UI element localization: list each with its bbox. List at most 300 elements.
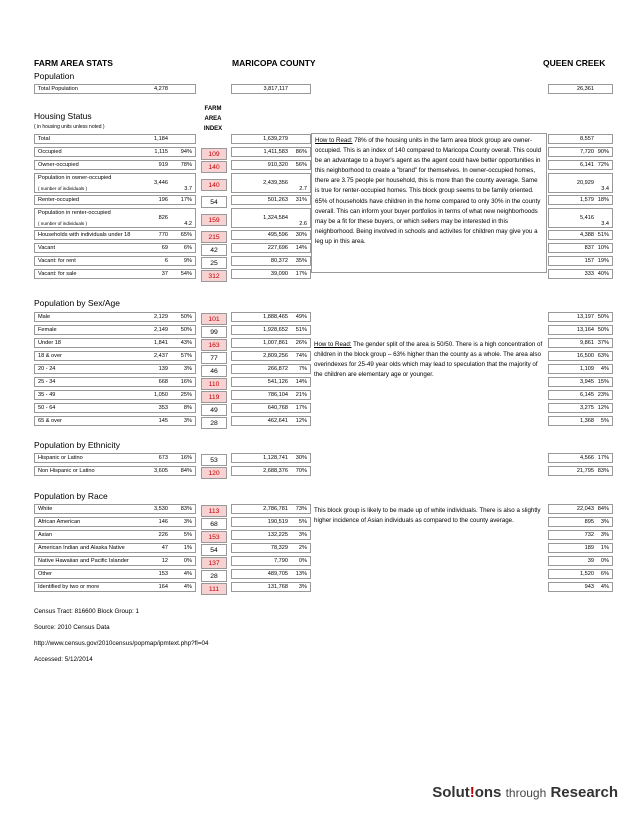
housing-qc-pct: 72% xyxy=(597,162,609,168)
sex-age-index-value: 163 xyxy=(201,339,227,351)
race-county-pct: 5% xyxy=(298,519,307,525)
sex-age-qc-value: 9,861 xyxy=(580,340,594,346)
logo-part-c: ons xyxy=(474,784,502,801)
race-county-row xyxy=(231,517,311,527)
race-farm-row xyxy=(34,530,196,540)
race-county-row xyxy=(231,543,311,553)
race-county-value: 7,790 xyxy=(274,558,288,564)
sex-age-qc-pct: 63% xyxy=(597,353,609,359)
sex-age-county-row xyxy=(231,351,311,361)
race-qc-pct: 3% xyxy=(600,519,609,525)
race-label: Native Hawaiian and Pacific Islander xyxy=(38,558,129,564)
housing-farm-pct: 9% xyxy=(183,258,192,264)
housing-farm-row xyxy=(34,173,196,193)
race-county-pct: 13% xyxy=(295,571,307,577)
ethnicity-farm-value: 673 xyxy=(158,455,168,461)
census-url[interactable]: http://www.census.gov/2010census/popmap/ipmtext.php?fl=04 xyxy=(34,640,209,647)
housing-county-row xyxy=(231,230,311,240)
housing-qc-value: 6,141 xyxy=(580,162,594,168)
ethnicity-county-pct: 30% xyxy=(295,455,307,461)
sex-age-farm-row xyxy=(34,351,196,361)
housing-narrative-text: 78% of the housing units in the farm area block group are owner-occupied. This is an index of 140 compared to Maricopa County overall. This could be an advantage to a buyer's agent as the agent could have better opportunities in this neighborhood to create a "brand" for themselves. In owner-occupied homes, there are 3.75 people per household, this is more than the county average. Same is true for renter-occupied homes. This block group seems to be family oriented. 65% of households have children in the home compared to only 30% in the county overall. This can inform your buyer portfolios in terms of what new neighborhoods may be a fit for these buyers, or which sellers may be interested in this neighborhood. Being involved in schools and activites for children may give you a leg up in this area. xyxy=(315,137,542,245)
housing-index-value: 54 xyxy=(201,196,227,208)
housing-label: Owner-occupied xyxy=(38,162,79,168)
how-to-read-label-2: How to Read: xyxy=(314,341,352,348)
housing-qc-value: 1,579 xyxy=(580,197,594,203)
race-county-pct: 0% xyxy=(298,558,307,564)
housing-index-value: 42 xyxy=(201,244,227,256)
housing-qc-row xyxy=(548,195,613,205)
sex-age-county-pct: 14% xyxy=(295,379,307,385)
race-farm-row xyxy=(34,543,196,553)
sex-age-farm-row xyxy=(34,325,196,335)
sex-age-farm-pct: 8% xyxy=(183,405,192,411)
sex-age-qc-value: 1,109 xyxy=(580,366,594,372)
housing-qc-row xyxy=(548,256,613,266)
sex-age-qc-pct: 15% xyxy=(597,379,609,385)
logo-part-e: Research xyxy=(550,784,618,801)
housing-county-pct: 2.6 xyxy=(299,221,307,227)
race-farm-pct: 0% xyxy=(183,558,192,564)
sex-age-section-title: Population by Sex/Age xyxy=(34,298,121,308)
sex-age-farm-value: 2,437 xyxy=(154,353,168,359)
ethnicity-qc-value: 21,795 xyxy=(576,468,594,474)
housing-qc-pct: 51% xyxy=(597,232,609,238)
housing-county-value: 495,596 xyxy=(267,232,288,238)
queen-creek-title: QUEEN CREEK xyxy=(543,58,606,68)
housing-qc-pct: 90% xyxy=(597,149,609,155)
race-county-value: 78,329 xyxy=(270,545,288,551)
race-index-value: 137 xyxy=(201,557,227,569)
logo-part-a: Solut xyxy=(432,784,470,801)
total-population-label: Total Population xyxy=(38,86,78,92)
housing-qc-value: 4,388 xyxy=(580,232,594,238)
housing-farm-row xyxy=(34,230,196,240)
housing-county-value: 39,090 xyxy=(270,271,288,277)
race-farm-value: 164 xyxy=(158,584,168,590)
race-qc-value: 1,520 xyxy=(580,571,594,577)
race-narrative xyxy=(311,504,547,540)
sex-age-county-pct: 21% xyxy=(295,392,307,398)
housing-label: Vacant: for rent xyxy=(38,258,76,264)
housing-county-pct: 86% xyxy=(295,149,307,155)
sex-age-index-value: 110 xyxy=(201,378,227,390)
housing-farm-pct: 78% xyxy=(180,162,192,168)
sex-age-label: 25 - 34 xyxy=(38,379,56,385)
housing-units-note: ( in housing units unless noted ) xyxy=(34,124,105,130)
housing-index-value: 25 xyxy=(201,257,227,269)
sex-age-index-value: 119 xyxy=(201,391,227,403)
housing-qc-pct: 3.4 xyxy=(601,221,609,227)
housing-county-row xyxy=(231,208,311,228)
sex-age-county-pct: 74% xyxy=(295,353,307,359)
sex-age-qc-row xyxy=(548,416,613,426)
sex-age-index-value: 77 xyxy=(201,352,227,364)
sex-age-label: 18 & over xyxy=(38,353,62,359)
sex-age-qc-row xyxy=(548,351,613,361)
housing-county-value: 501,263 xyxy=(267,197,288,203)
sex-age-farm-pct: 50% xyxy=(180,327,192,333)
sex-age-farm-pct: 25% xyxy=(180,392,192,398)
sex-age-county-value: 541,126 xyxy=(267,379,288,385)
housing-label: Population in renter-occupied xyxy=(38,210,111,216)
sex-age-county-row xyxy=(231,325,311,335)
housing-farm-value: 919 xyxy=(158,162,168,168)
sex-age-farm-value: 1,841 xyxy=(154,340,168,346)
ethnicity-farm-row xyxy=(34,453,196,463)
race-qc-row xyxy=(548,582,613,592)
housing-county-pct: 35% xyxy=(295,258,307,264)
housing-index-value: 215 xyxy=(201,231,227,243)
housing-county-row xyxy=(231,195,311,205)
housing-farm-row xyxy=(34,147,196,157)
race-qc-value: 39 xyxy=(587,558,594,564)
race-farm-row xyxy=(34,569,196,579)
housing-farm-value: 826 xyxy=(158,215,168,221)
ethnicity-label: Non Hispanic or Latino xyxy=(38,468,95,474)
housing-county-row xyxy=(231,134,311,144)
housing-farm-row xyxy=(34,134,196,144)
sex-age-county-pct: 7% xyxy=(298,366,307,372)
housing-index-value: 159 xyxy=(201,214,227,226)
race-index-value: 28 xyxy=(201,570,227,582)
sex-age-narrative xyxy=(311,338,547,398)
sex-age-farm-pct: 3% xyxy=(183,418,192,424)
housing-qc-row xyxy=(548,230,613,240)
housing-farm-value: 69 xyxy=(161,245,168,251)
sex-age-index-value: 99 xyxy=(201,326,227,338)
race-index-value: 113 xyxy=(201,505,227,517)
housing-farm-pct: 4.2 xyxy=(184,221,192,227)
sex-age-county-value: 1,007,861 xyxy=(263,340,288,346)
housing-county-value: 1,324,584 xyxy=(263,215,288,221)
race-label: Other xyxy=(38,571,52,577)
total-population-county-value: 3,817,117 xyxy=(263,86,288,92)
sex-age-farm-row xyxy=(34,416,196,426)
housing-county-row xyxy=(231,243,311,253)
sex-age-qc-pct: 23% xyxy=(597,392,609,398)
race-label: American Indian and Alaska Native xyxy=(38,545,125,551)
housing-farm-row xyxy=(34,208,196,228)
housing-qc-value: 333 xyxy=(584,271,594,277)
ethnicity-label: Hispanic or Latino xyxy=(38,455,83,461)
sex-age-farm-value: 2,149 xyxy=(154,327,168,333)
sex-age-label: 20 - 24 xyxy=(38,366,56,372)
housing-county-value: 1,639,279 xyxy=(263,136,288,142)
sex-age-qc-row xyxy=(548,325,613,335)
sex-age-qc-row xyxy=(548,338,613,348)
race-section-title: Population by Race xyxy=(34,491,108,501)
housing-label: Renter-occupied xyxy=(38,197,80,203)
race-index-value: 68 xyxy=(201,518,227,530)
race-qc-pct: 0% xyxy=(600,558,609,564)
race-qc-pct: 3% xyxy=(600,532,609,538)
housing-index-value: 140 xyxy=(201,179,227,191)
race-farm-row xyxy=(34,504,196,514)
race-qc-row xyxy=(548,517,613,527)
housing-label: Vacant xyxy=(38,245,55,251)
race-narrative-text: This block group is likely to be made up of white individuals. There is also a slightly higher incidence of Asian individuals as compared to the county average. xyxy=(314,507,541,525)
race-qc-pct: 1% xyxy=(600,545,609,551)
how-to-read-label: How to Read: xyxy=(315,137,353,144)
housing-qc-value: 5,416 xyxy=(580,215,594,221)
sex-age-qc-row xyxy=(548,377,613,387)
race-farm-value: 226 xyxy=(158,532,168,538)
logo-part-b: ! xyxy=(469,784,475,801)
sex-age-farm-value: 2,129 xyxy=(154,314,168,320)
housing-county-value: 910,320 xyxy=(267,162,288,168)
race-farm-value: 146 xyxy=(158,519,168,525)
housing-county-row xyxy=(231,147,311,157)
sex-age-label: Under 18 xyxy=(38,340,62,346)
index-header-line-1: FARM xyxy=(204,106,222,112)
housing-county-value: 80,372 xyxy=(270,258,288,264)
housing-qc-pct: 19% xyxy=(597,258,609,264)
ethnicity-qc-row xyxy=(548,453,613,463)
race-farm-pct: 4% xyxy=(183,571,192,577)
housing-qc-row xyxy=(548,160,613,170)
sex-age-county-row xyxy=(231,377,311,387)
sex-age-label: 50 - 64 xyxy=(38,405,56,411)
sex-age-label: 35 - 49 xyxy=(38,392,56,398)
ethnicity-section-title: Population by Ethnicity xyxy=(34,440,120,450)
housing-farm-value: 3,446 xyxy=(154,180,168,186)
housing-farm-value: 6 xyxy=(164,258,168,264)
sex-age-qc-value: 1,368 xyxy=(580,418,594,424)
sex-age-county-value: 1,928,652 xyxy=(263,327,288,333)
population-section-title: Population xyxy=(34,71,75,81)
race-county-row xyxy=(231,530,311,540)
sex-age-label: 65 & over xyxy=(38,418,62,424)
housing-county-pct: 17% xyxy=(295,271,307,277)
sex-age-qc-pct: 50% xyxy=(597,314,609,320)
race-county-value: 2,786,781 xyxy=(263,506,288,512)
ethnicity-qc-pct: 83% xyxy=(597,468,609,474)
sex-age-county-pct: 26% xyxy=(295,340,307,346)
housing-farm-value: 770 xyxy=(158,232,168,238)
race-qc-value: 189 xyxy=(584,545,594,551)
race-county-row xyxy=(231,582,311,592)
sex-age-county-row xyxy=(231,390,311,400)
sex-age-qc-value: 16,500 xyxy=(576,353,594,359)
sex-age-index-value: 49 xyxy=(201,404,227,416)
housing-qc-row xyxy=(548,208,613,228)
race-county-pct: 73% xyxy=(295,506,307,512)
housing-index-value: 109 xyxy=(201,148,227,160)
ethnicity-county-row xyxy=(231,453,311,463)
sex-age-farm-pct: 50% xyxy=(180,314,192,320)
sex-age-county-row xyxy=(231,338,311,348)
housing-county-row xyxy=(231,269,311,279)
race-qc-row xyxy=(548,543,613,553)
total-population-farm xyxy=(34,84,196,94)
sex-age-qc-pct: 4% xyxy=(600,366,609,372)
sex-age-farm-value: 668 xyxy=(158,379,168,385)
housing-qc-row xyxy=(548,173,613,193)
sex-age-farm-row xyxy=(34,377,196,387)
housing-county-pct: 31% xyxy=(295,197,307,203)
sex-age-farm-value: 139 xyxy=(158,366,168,372)
housing-section-title: Housing Status xyxy=(34,111,92,121)
housing-county-row xyxy=(231,256,311,266)
housing-qc-pct: 3.4 xyxy=(601,186,609,192)
race-county-pct: 2% xyxy=(298,545,307,551)
ethnicity-farm-pct: 84% xyxy=(180,468,192,474)
race-county-row xyxy=(231,569,311,579)
sex-age-county-pct: 17% xyxy=(295,405,307,411)
ethnicity-farm-row xyxy=(34,466,196,476)
race-index-value: 153 xyxy=(201,531,227,543)
sex-age-county-pct: 49% xyxy=(295,314,307,320)
housing-qc-row xyxy=(548,134,613,144)
race-farm-row xyxy=(34,556,196,566)
sex-age-county-value: 2,809,256 xyxy=(263,353,288,359)
race-label: Identified by two or more xyxy=(38,584,100,590)
sex-age-index-value: 46 xyxy=(201,365,227,377)
race-label: Asian xyxy=(38,532,52,538)
sex-age-county-value: 1,888,465 xyxy=(263,314,288,320)
race-qc-pct: 6% xyxy=(600,571,609,577)
sex-age-farm-pct: 16% xyxy=(180,379,192,385)
sex-age-farm-pct: 57% xyxy=(180,353,192,359)
housing-county-row xyxy=(231,160,311,170)
housing-county-pct: 14% xyxy=(295,245,307,251)
race-qc-pct: 84% xyxy=(597,506,609,512)
race-county-row xyxy=(231,556,311,566)
sex-age-farm-pct: 43% xyxy=(180,340,192,346)
race-farm-value: 12 xyxy=(161,558,168,564)
race-farm-row xyxy=(34,582,196,592)
ethnicity-county-pct: 70% xyxy=(295,468,307,474)
race-qc-row xyxy=(548,530,613,540)
ethnicity-index-value: 53 xyxy=(201,454,227,466)
total-population-qc-value: 26,361 xyxy=(576,86,594,92)
housing-qc-pct: 10% xyxy=(597,245,609,251)
race-farm-value: 47 xyxy=(161,545,168,551)
housing-label: Vacant: for sale xyxy=(38,271,77,277)
housing-label: Households with individuals under 18 xyxy=(38,232,131,238)
sex-age-qc-value: 13,164 xyxy=(576,327,594,333)
source-note: Source: 2010 Census Data xyxy=(34,624,110,631)
housing-farm-pct: 65% xyxy=(180,232,192,238)
race-county-value: 190,519 xyxy=(267,519,288,525)
sex-age-qc-pct: 12% xyxy=(597,405,609,411)
farm-area-index-header xyxy=(196,104,230,134)
ethnicity-county-row xyxy=(231,466,311,476)
housing-county-value: 227,696 xyxy=(267,245,288,251)
sex-age-qc-row xyxy=(548,390,613,400)
sex-age-county-value: 786,104 xyxy=(267,392,288,398)
sex-age-qc-pct: 37% xyxy=(597,340,609,346)
housing-farm-value: 1,184 xyxy=(154,136,168,142)
race-qc-row xyxy=(548,569,613,579)
housing-qc-value: 20,929 xyxy=(576,180,594,186)
housing-qc-row xyxy=(548,243,613,253)
maricopa-county-title: MARICOPA COUNTY xyxy=(232,58,316,68)
housing-farm-pct: 17% xyxy=(180,197,192,203)
sex-age-qc-pct: 5% xyxy=(600,418,609,424)
housing-label: Occupied xyxy=(38,149,62,155)
sex-age-farm-row xyxy=(34,390,196,400)
sex-age-qc-value: 6,145 xyxy=(580,392,594,398)
race-county-value: 489,705 xyxy=(267,571,288,577)
race-qc-value: 895 xyxy=(584,519,594,525)
housing-qc-row xyxy=(548,147,613,157)
sex-age-qc-value: 3,945 xyxy=(580,379,594,385)
housing-farm-value: 37 xyxy=(161,271,168,277)
race-farm-pct: 4% xyxy=(183,584,192,590)
housing-farm-row xyxy=(34,195,196,205)
sex-age-county-pct: 12% xyxy=(295,418,307,424)
ethnicity-farm-pct: 16% xyxy=(180,455,192,461)
race-county-row xyxy=(231,504,311,514)
sex-age-farm-value: 145 xyxy=(158,418,168,424)
housing-label: Total xyxy=(38,136,50,142)
sex-age-farm-row xyxy=(34,403,196,413)
ethnicity-index-value: 120 xyxy=(201,467,227,479)
sex-age-county-value: 640,768 xyxy=(267,405,288,411)
housing-county-value: 2,439,356 xyxy=(263,180,288,186)
sex-age-qc-row xyxy=(548,364,613,374)
race-farm-row xyxy=(34,517,196,527)
sex-age-qc-pct: 50% xyxy=(597,327,609,333)
accessed-date: Accessed: 5/12/2014 xyxy=(34,656,93,663)
total-population-qc xyxy=(548,84,613,94)
ethnicity-county-value: 1,128,741 xyxy=(263,455,288,461)
housing-farm-pct: 3.7 xyxy=(184,186,192,192)
housing-county-row xyxy=(231,173,311,193)
housing-farm-row xyxy=(34,256,196,266)
race-farm-value: 3,530 xyxy=(154,506,168,512)
sex-age-county-row xyxy=(231,312,311,322)
sex-age-narrative-text: The gender split of the area is 50/50. There is a high concentration of children in the block group – 63% higher than the county as a whole. The area also overindexes for 25-49 year olds which may lead to speculation that the majority of the children are elementary age or younger. xyxy=(314,341,543,379)
race-county-value: 132,225 xyxy=(267,532,288,538)
race-qc-value: 732 xyxy=(584,532,594,538)
sex-age-county-value: 266,872 xyxy=(267,366,288,372)
race-farm-value: 153 xyxy=(158,571,168,577)
race-qc-value: 22,043 xyxy=(576,506,594,512)
solutions-through-research-logo xyxy=(432,784,618,801)
sex-age-farm-pct: 3% xyxy=(183,366,192,372)
race-county-pct: 3% xyxy=(298,584,307,590)
sex-age-qc-row xyxy=(548,312,613,322)
housing-index-value: 140 xyxy=(201,161,227,173)
race-farm-pct: 3% xyxy=(183,519,192,525)
race-qc-row xyxy=(548,556,613,566)
race-label: White xyxy=(38,506,53,512)
housing-sublabel: ( number of individuals ) xyxy=(38,221,88,226)
sex-age-qc-value: 13,197 xyxy=(576,314,594,320)
housing-farm-pct: 6% xyxy=(183,245,192,251)
housing-index-value: 312 xyxy=(201,270,227,282)
census-tract-note: Census Tract: 816600 Block Group: 1 xyxy=(34,608,140,615)
sex-age-farm-value: 353 xyxy=(158,405,168,411)
sex-age-farm-row xyxy=(34,364,196,374)
ethnicity-qc-value: 4,566 xyxy=(580,455,594,461)
sex-age-qc-row xyxy=(548,403,613,413)
housing-qc-pct: 40% xyxy=(597,271,609,277)
race-qc-value: 943 xyxy=(584,584,594,590)
housing-farm-pct: 54% xyxy=(180,271,192,277)
housing-county-pct: 2.7 xyxy=(299,186,307,192)
index-header-line-2: AREA xyxy=(204,116,222,122)
race-label: African American xyxy=(38,519,81,525)
race-qc-row xyxy=(548,504,613,514)
race-index-value: 54 xyxy=(201,544,227,556)
sex-age-index-value: 101 xyxy=(201,313,227,325)
housing-qc-value: 157 xyxy=(584,258,594,264)
housing-qc-value: 837 xyxy=(584,245,594,251)
